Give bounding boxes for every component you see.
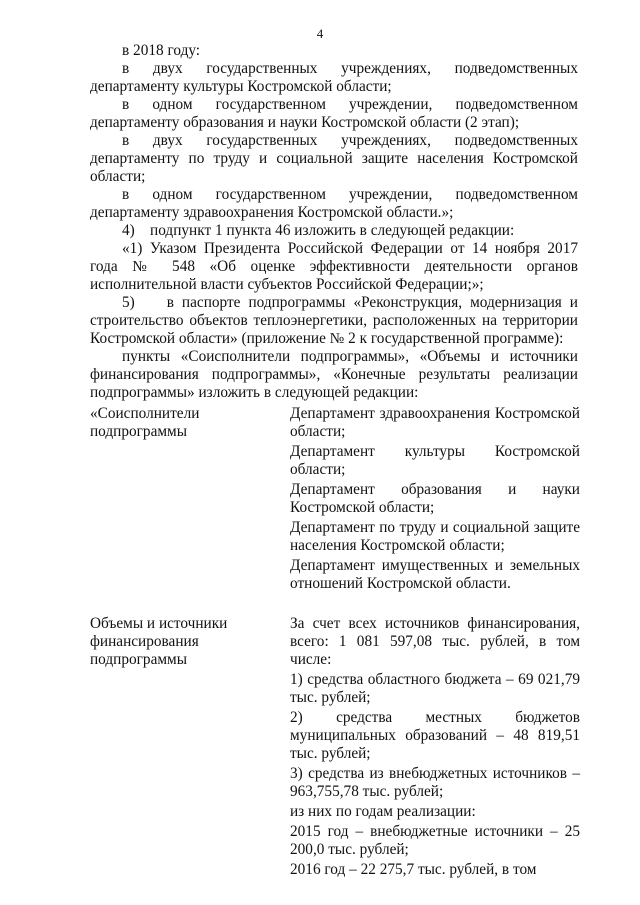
row-entry: 1) средства областного бюджета – 69 021,79 тыс. рублей; [290, 671, 580, 706]
row-entry: Департамент имущественных и земельных отношений Костромской области. [290, 557, 580, 592]
page-number: 4 [316, 26, 324, 41]
row-content [290, 405, 580, 595]
row-entry: Департамент культуры Костромской области; [290, 443, 580, 478]
paragraph: 4) подпункт 1 пункта 46 изложить в следующей редакции: [122, 222, 515, 239]
row-entry: из них по годам реализации: [290, 803, 476, 820]
paragraph: пункты «Соисполнители подпрограммы», «Объемы и источники финансирования подпрограммы», «Конечные результаты реализации подпрограммы» изложить в следующей редакции: [90, 348, 578, 401]
paragraph: в двух государственных учреждениях, подведомственных департаменту культуры Костромской области; [90, 60, 578, 95]
row-entry: 2016 год – 22 275,7 тыс. рублей, в том [290, 861, 537, 878]
row-content [290, 615, 580, 881]
table-row [90, 405, 580, 595]
paragraph: «1) Указом Президента Российской Федерации от 14 ноября 2017 года № 548 «Об оценке эффективности деятельности органов исполнительной власти субъектов Российской Федерации;»; [90, 240, 578, 293]
row-entry: 2) средства местных бюджетов муниципальных образований – 48 819,51 тыс. рублей; [290, 709, 580, 762]
row-entry: Департамент здравоохранения Костромской области; [290, 405, 580, 440]
row-label: Объемы и источники финансирования подпрограммы [90, 615, 228, 668]
paragraph: 5) в паспорте подпрограммы «Реконструкция, модернизация и строительство объектов теплоэнергетики, расположенных на территории Костромской области» (приложение № 2 к государственной программе): [90, 294, 578, 347]
paragraph: в одном государственном учреждении, подведомственном департаменту здравоохранения Костромской области.»; [90, 186, 578, 221]
table-row [90, 615, 580, 881]
paragraph: в двух государственных учреждениях, подведомственных департаменту по труду и социальной защите населения Костромской области; [90, 132, 578, 185]
paragraph: в одном государственном учреждении, подведомственном департаменту образования и науки Костромской области (2 этап); [90, 96, 578, 131]
paragraph: в 2018 году: [122, 42, 201, 59]
body-text [90, 42, 578, 402]
passport-table [90, 405, 580, 881]
row-entry: Департамент образования и науки Костромской области; [290, 481, 580, 516]
row-entry: 2015 год – внебюджетные источники – 25 200,0 тыс. рублей; [290, 823, 580, 858]
row-entry: За счет всех источников финансирования, всего: 1 081 597,08 тыс. рублей, в том числе: [290, 615, 580, 668]
row-label: «Соисполнители подпрограммы [90, 405, 200, 440]
row-entry: Департамент по труду и социальной защите населения Костромской области; [290, 519, 580, 554]
row-entry: 3) средства из внебюджетных источников – 963,755,78 тыс. рублей; [290, 765, 580, 800]
